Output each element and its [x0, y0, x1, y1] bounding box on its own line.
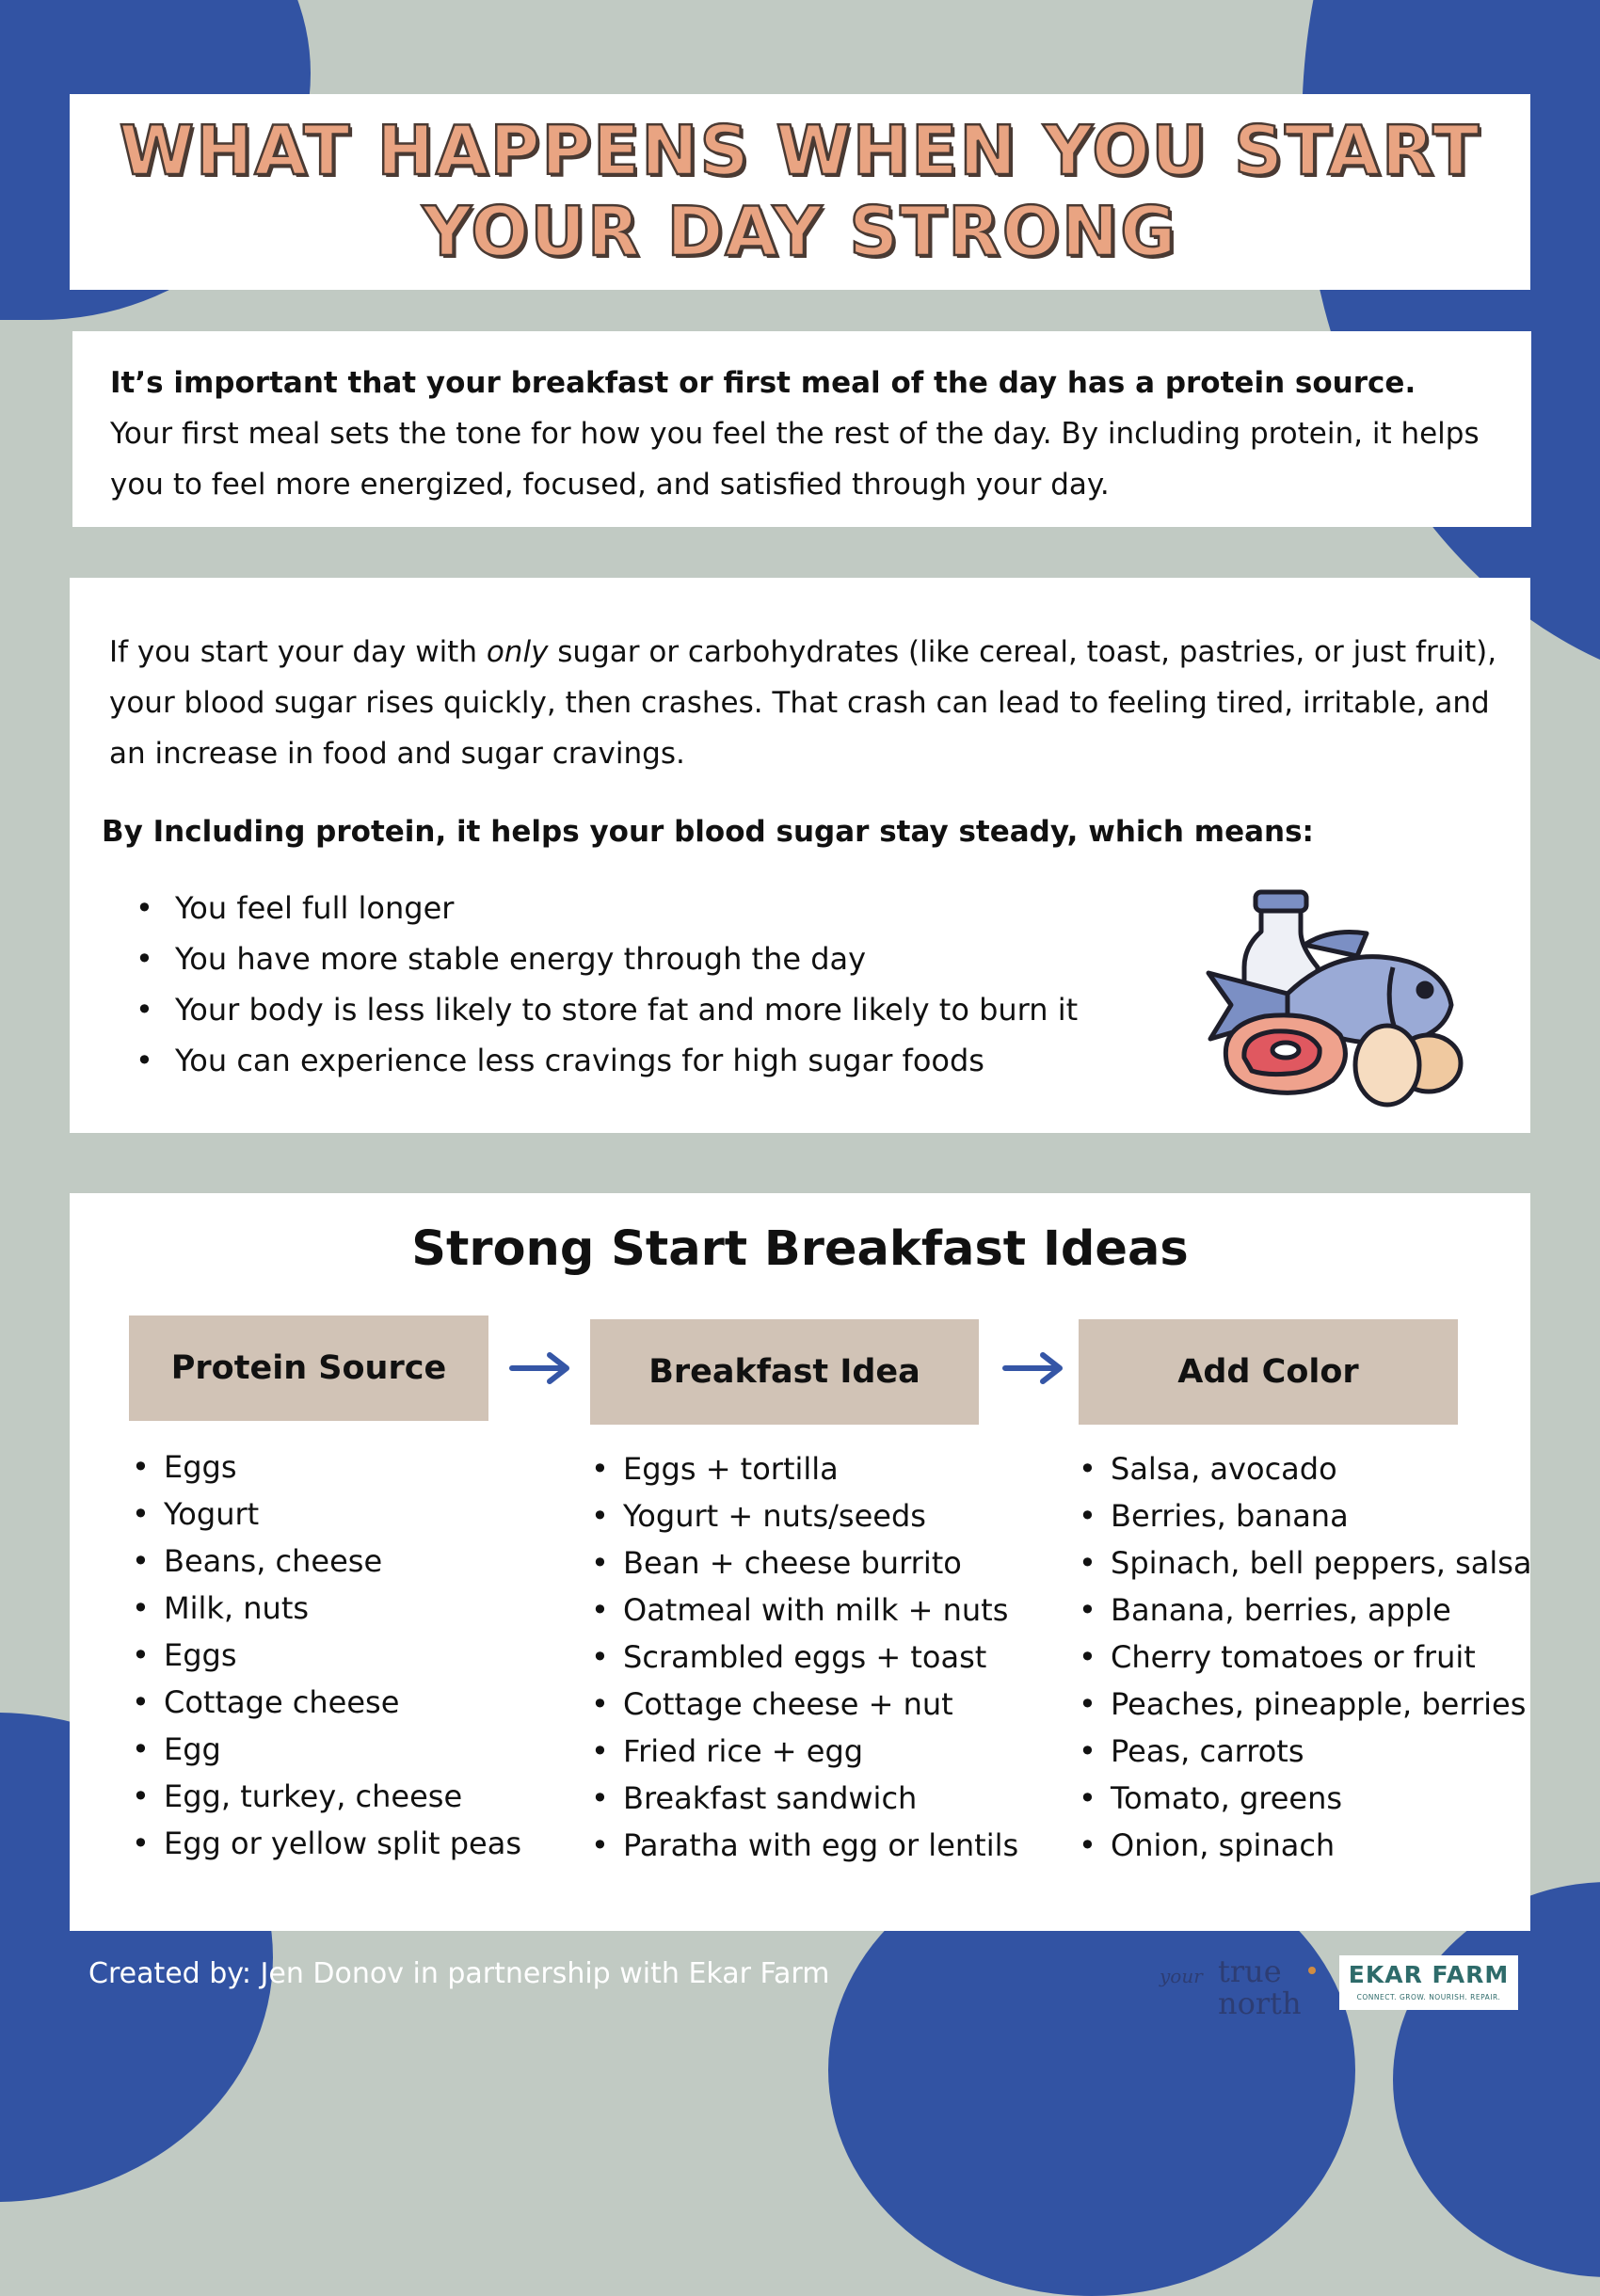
egg-icon [1355, 1026, 1461, 1105]
logo-word-true: true [1218, 1953, 1282, 1989]
list-item: • Egg, turkey, cheese [164, 1773, 521, 1820]
breakfast-idea-header: Breakfast Idea [590, 1319, 979, 1425]
list-item: • Paratha with egg or lentils [623, 1822, 1018, 1869]
protein-foods-icon [1199, 888, 1510, 1114]
add-color-header: Add Color [1079, 1319, 1458, 1425]
steak-icon [1225, 1015, 1345, 1092]
logo-word-your: your [1160, 1965, 1203, 1987]
list-item: • Beans, cheese [164, 1538, 521, 1585]
list-item: • Berries, banana [1111, 1492, 1532, 1539]
breakfast-ideas-card [70, 1193, 1530, 1931]
sugar-text-before: If you start your day with [109, 635, 487, 669]
benefit-item: • You can experience less cravings for high sugar foods [173, 1035, 1078, 1086]
your-true-north-logo [1158, 1955, 1327, 2023]
logo-word-north: north [1218, 1985, 1302, 2021]
list-item: • Peaches, pineapple, berries [1111, 1681, 1532, 1728]
ekar-farm-tagline: CONNECT. GROW. NOURISH. REPAIR. [1356, 1993, 1501, 2001]
list-item: • Yogurt [164, 1491, 521, 1538]
list-item: • Eggs + tortilla [623, 1445, 1018, 1492]
list-item: • Egg [164, 1726, 521, 1773]
list-item: • Peas, carrots [1111, 1728, 1532, 1775]
benefit-item: • You have more stable energy through the day [173, 933, 1078, 984]
add-color-list [1111, 1445, 1532, 1869]
list-item: • Scrambled eggs + toast [623, 1634, 1018, 1681]
list-item: • Egg or yellow split peas [164, 1820, 521, 1867]
list-item: • Spinach, bell peppers, salsa [1111, 1539, 1532, 1586]
protein-source-header: Protein Source [129, 1315, 488, 1421]
list-item: • Cottage cheese + nut [623, 1681, 1018, 1728]
list-item: • Yogurt + nuts/seeds [623, 1492, 1018, 1539]
page-title-line-1: WHAT HAPPENS WHEN YOU START [119, 111, 1481, 190]
benefit-list [173, 883, 1078, 1086]
blob-bottom-right [1393, 1882, 1600, 2277]
blood-sugar-card [70, 578, 1530, 1133]
benefit-item: • You feel full longer [173, 883, 1078, 933]
arrow-right-icon [508, 1349, 574, 1387]
page-title-line-2: YOUR DAY STRONG [422, 192, 1178, 271]
list-item: • Cottage cheese [164, 1679, 521, 1726]
list-item: • Eggs [164, 1632, 521, 1679]
list-item: • Bean + cheese burrito [623, 1539, 1018, 1586]
benefits-heading: By Including protein, it helps your blood sugar stay steady, which means: [102, 815, 1314, 849]
list-item: • Breakfast sandwich [623, 1775, 1018, 1822]
title-card [70, 94, 1530, 290]
ekar-farm-logo [1339, 1955, 1518, 2010]
creator-credit: Created by: Jen Donov in partnership with Ekar Farm [88, 1957, 830, 1990]
breakfast-idea-list [623, 1445, 1018, 1869]
logo-dot-icon [1308, 1967, 1316, 1974]
list-item: • Milk, nuts [164, 1585, 521, 1632]
breakfast-ideas-heading: Strong Start Breakfast Ideas [411, 1221, 1189, 1277]
sugar-text-after: sugar or carbohydrates (like cereal, toast, pastries, or just fruit), your blood sugar rises quickly, then crashes. That crash can lead to feeling tired, irritable, and an increase in food and sugar cravings. [109, 635, 1497, 771]
ekar-farm-name: EKAR FARM [1348, 1961, 1510, 1988]
sugar-text-emphasis: only [486, 635, 549, 669]
blood-sugar-paragraph [109, 627, 1502, 779]
protein-source-list [164, 1443, 521, 1867]
list-item: • Oatmeal with milk + nuts [623, 1586, 1018, 1634]
arrow-right-icon [1001, 1349, 1067, 1387]
intro-bold-statement: It’s important that your breakfast or first meal of the day has a protein source. [110, 366, 1416, 400]
list-item: • Banana, berries, apple [1111, 1586, 1532, 1634]
list-item: • Tomato, greens [1111, 1775, 1532, 1822]
benefit-item: • Your body is less likely to store fat and more likely to burn it [173, 984, 1078, 1035]
intro-body-text: Your first meal sets the tone for how you feel the rest of the day. By including protein, it helps you to feel more energized, focused, and satisfied through your day. [110, 417, 1480, 502]
list-item: • Salsa, avocado [1111, 1445, 1532, 1492]
list-item: • Fried rice + egg [623, 1728, 1018, 1775]
list-item: • Eggs [164, 1443, 521, 1491]
list-item: • Cherry tomatoes or fruit [1111, 1634, 1532, 1681]
list-item: • Onion, spinach [1111, 1822, 1532, 1869]
intro-card [72, 331, 1531, 527]
